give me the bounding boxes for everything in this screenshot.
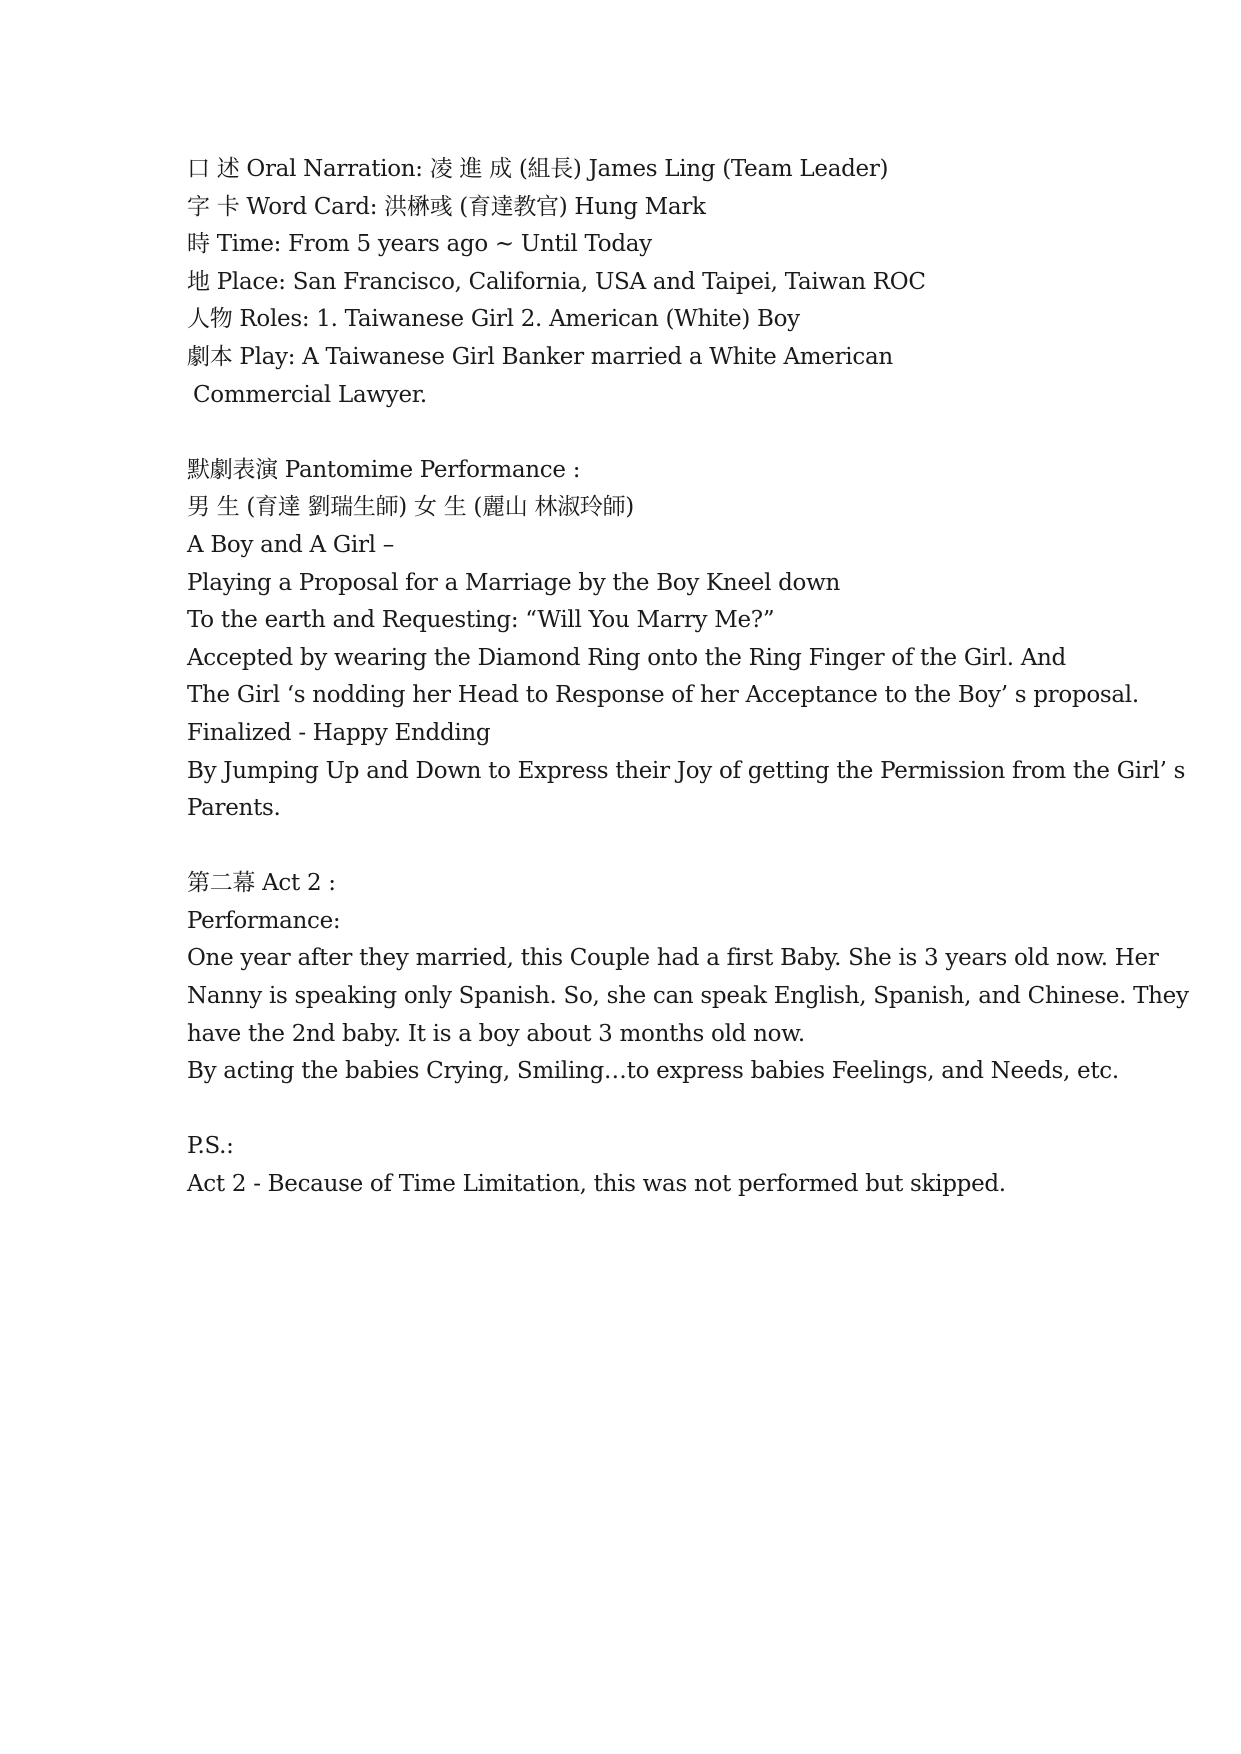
act2-text-line: have the 2nd baby. It is a boy about 3 months old now. <box>187 1020 805 1047</box>
act2-text-line: By acting the babies Crying, Smiling…to express babies Feelings, and Needs, etc. <box>187 1058 1119 1085</box>
play-line-continued: Commercial Lawyer. <box>193 381 427 408</box>
word-card-line: 字 卡 Word Card: 洪楙彧 (育達教官) Hung Mark <box>187 193 706 220</box>
play-line: 劇本 Play: A Taiwanese Girl Banker married a White American <box>187 343 893 370</box>
pantomime-text-line: A Boy and A Girl – <box>187 531 394 558</box>
document-body <box>187 151 1189 1204</box>
place-line: 地 Place: San Francisco, California, USA and Taipei, Taiwan ROC <box>187 268 926 295</box>
paragraph-spacer <box>187 414 1087 452</box>
pantomime-section <box>187 452 1186 828</box>
pantomime-text-line: Playing a Proposal for a Marriage by the Boy Kneel down <box>187 569 841 596</box>
ps-text-line: Act 2 - Because of Time Limitation, this was not performed but skipped. <box>187 1171 1006 1198</box>
pantomime-text-line: By Jumping Up and Down to Express their Joy of getting the Permission from the Girl’ s <box>187 757 1186 784</box>
act2-text-line: Nanny is speaking only Spanish. So, she can speak English, Spanish, and Chinese. They <box>187 983 1189 1010</box>
ps-section <box>187 1128 1087 1203</box>
paragraph-spacer <box>187 1091 1087 1129</box>
time-line: 時 Time: From 5 years ago ~ Until Today <box>187 231 652 258</box>
roles-line: 人物 Roles: 1. Taiwanese Girl 2. American (White) Boy <box>187 306 800 333</box>
pantomime-text-line: The Girl ‘s nodding her Head to Response of her Acceptance to the Boy’ s proposal. <box>187 682 1139 709</box>
pantomime-text-line: Finalized - Happy Endding <box>187 719 491 746</box>
paragraph-spacer <box>187 828 1087 866</box>
oral-narration-line: 口 述 Oral Narration: 凌 進 成 (組長) James Ling (Team Leader) <box>187 156 889 182</box>
pantomime-text-line: Parents. <box>187 795 281 822</box>
performers-line: 男 生 (育達 劉瑞生師) 女 生 (麗山 林淑玲師) <box>187 494 634 521</box>
pantomime-heading: 默劇表演 Pantomime Performance : <box>187 456 581 483</box>
pantomime-text-line: Accepted by wearing the Diamond Ring onto the Ring Finger of the Girl. And <box>187 644 1066 671</box>
act2-heading: 第二幕 Act 2 : <box>187 870 336 897</box>
act2-subheading: Performance: <box>187 907 341 934</box>
act2-section <box>187 865 1189 1091</box>
ps-heading: P.S.: <box>187 1133 234 1160</box>
pantomime-text-line: To the earth and Requesting: “Will You Marry Me?” <box>187 607 775 634</box>
header-section <box>187 151 1087 414</box>
act2-text-line: One year after they married, this Couple had a first Baby. She is 3 years old now. Her <box>187 945 1159 972</box>
